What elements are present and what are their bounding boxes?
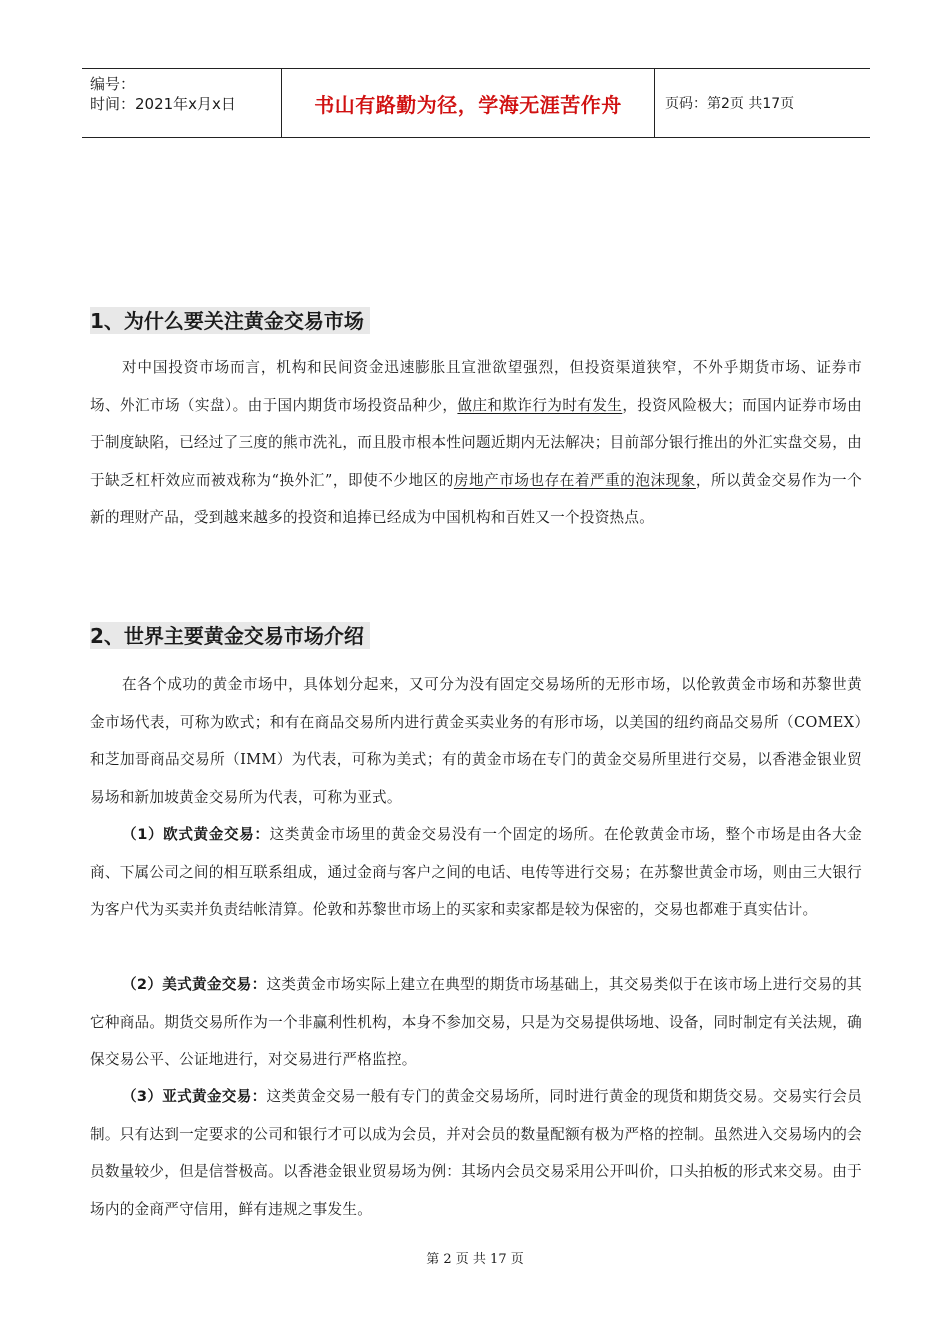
- underlined-phrase: 房地产市场也存在着严重的泡沫现象: [453, 471, 696, 489]
- item-label: （1）欧式黄金交易：: [122, 826, 270, 843]
- underlined-phrase: 做庄和欺诈行为时有发生: [457, 396, 623, 414]
- header-page-info: 页码：第2页 共17页: [665, 96, 795, 112]
- header-motto-cell: [282, 69, 655, 137]
- section-1-heading: 1、为什么要关注黄金交易市场: [90, 305, 370, 334]
- section-1-paragraph: 对中国投资市场而言，机构和民间资金迅速膨胀且宣泄欲望强烈，但投资渠道狭窄，不外乎期货市场、证券市场、外汇市场（实盘）。由于国内期货市场投资品种少，做庄和欺诈行为时有发生，投资风险极大；而国内证券市场由于制度缺陷，已经过了三度的熊市洗礼，而且股市根本性问题近期内无法解决；目前部分银行推出的外汇实盘交易，由于缺乏杠杆效应而被戏称为“换外汇”，即使不少地区的房地产市场也存在着严重的泡沫现象，所以黄金交易作为一个新的理财产品，受到越来越多的投资和追捧已经成为中国机构和百姓又一个投资热点。: [90, 359, 862, 526]
- section-2-heading: 2、世界主要黄金交易市场介绍: [90, 620, 370, 649]
- header-meta-cell: [82, 69, 282, 137]
- item-label: （3）亚式黄金交易：: [122, 1088, 267, 1105]
- section-2-intro: 在各个成功的黄金市场中，具体划分起来，又可分为没有固定交易场所的无形市场，以伦敦黄金市场和苏黎世黄金市场代表，可称为欧式；和有在商品交易所内进行黄金买卖业务的有形市场，以美国的纽约商品交易所（COMEX）和芝加哥商品交易所（IMM）为代表，可称为美式；有的黄金市场在专门的黄金交易所里进行交易，以香港金银业贸易场和新加坡黄金交易所为代表，可称为亚式。: [90, 676, 862, 806]
- header-motto: 书山有路勤为径，学海无涯苦作舟: [314, 92, 622, 117]
- doc-date-label: 时间：2021年x月x日: [90, 95, 236, 113]
- section-2-item-asian: （3）亚式黄金交易：这类黄金交易一般有专门的黄金交易场所，同时进行黄金的现货和期货交易。交易实行会员制。只有达到一定要求的公司和银行才可以成为会员，并对会员的数量配额有极为严格的控制。虽然进入交易场内的会员数量较少，但是信誉极高。以香港金银业贸易场为例：其场内会员交易采用公开叫价，口头拍板的形式来交易。由于场内的金商严守信用，鲜有违规之事发生。: [90, 1088, 863, 1218]
- page-header-table: [82, 68, 870, 138]
- item-label: （2）美式黄金交易：: [122, 976, 267, 993]
- doc-number-label: 编号：: [90, 75, 136, 93]
- section-2-item-european: （1）欧式黄金交易：这类黄金市场里的黄金交易没有一个固定的场所。在伦敦黄金市场，整个市场是由各大金商、下属公司之间的相互联系组成，通过金商与客户之间的电话、电传等进行交易；在苏黎世黄金市场，则由三大银行为客户代为买卖并负责结帐清算。伦敦和苏黎世市场上的买家和卖家都是较为保密的，交易也都难于真实估计。: [90, 826, 862, 918]
- section-2-item-american: （2）美式黄金交易：这类黄金市场实际上建立在典型的期货市场基础上，其交易类似于在该市场上进行交易的其它种商品。期货交易所作为一个非赢利性机构，本身不参加交易，只是为交易提供场地、设备，同时制定有关法规，确保交易公平、公证地进行，对交易进行严格监控。: [90, 976, 863, 1068]
- page-footer: 第 2 页 共 17 页: [426, 1252, 524, 1267]
